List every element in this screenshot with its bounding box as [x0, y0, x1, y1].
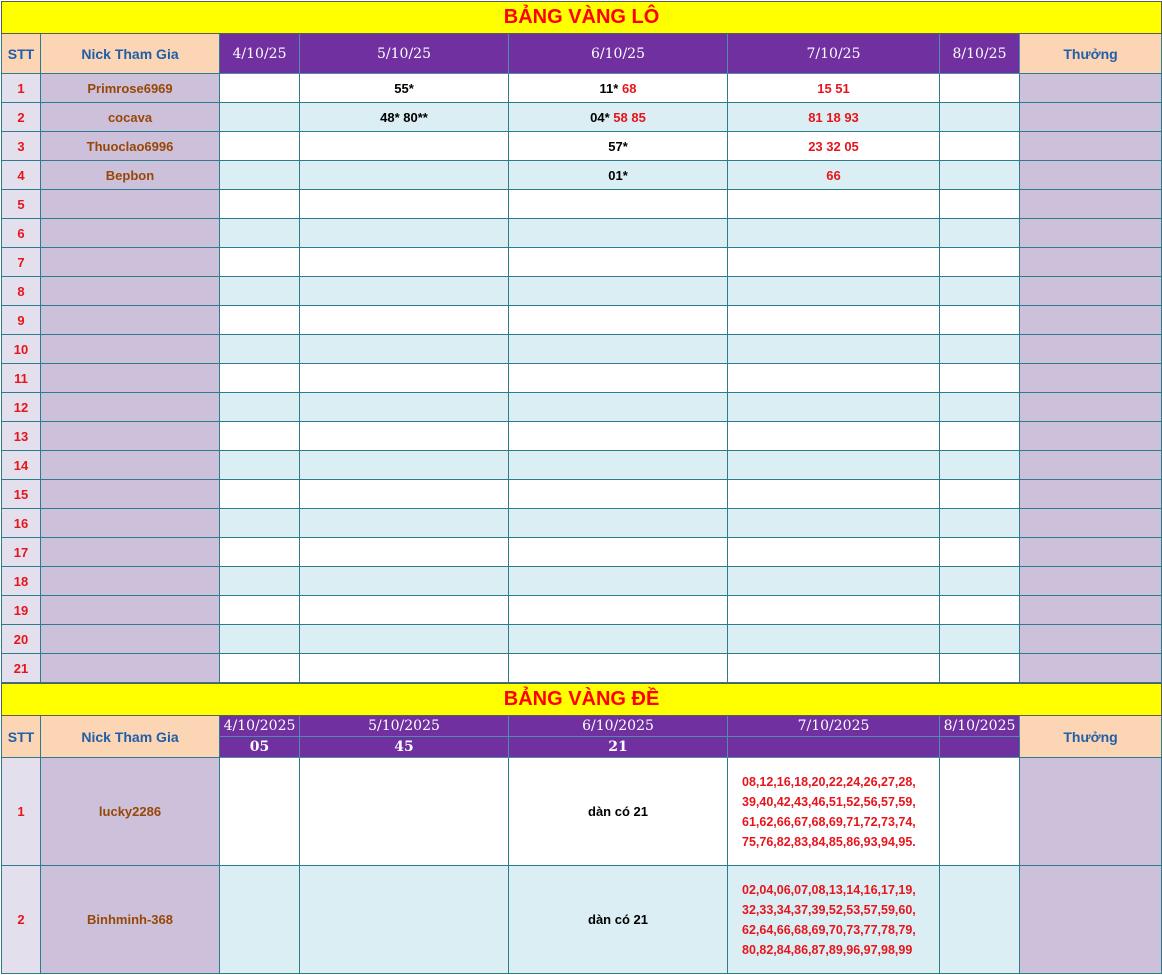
lo-number: 01* — [608, 167, 628, 183]
lo-cell — [509, 451, 728, 480]
row-nick — [41, 451, 220, 480]
dan-line: 02,04,06,07,08,13,14,16,17,19, — [742, 882, 916, 897]
lo-cell — [220, 103, 300, 132]
lo-number: 68 — [621, 80, 637, 96]
lo-cell — [728, 451, 940, 480]
dan-line: 08,12,16,18,20,22,24,26,27,28, — [742, 774, 916, 789]
row-nick — [41, 538, 220, 567]
lo-cell — [728, 393, 940, 422]
row-nick: Thuoclao6996 — [41, 132, 220, 161]
row-thuong — [1020, 422, 1162, 451]
row-stt: 17 — [2, 538, 41, 567]
de-header-stt: STT — [2, 716, 41, 758]
row-nick — [41, 567, 220, 596]
de-result — [728, 737, 940, 758]
lo-cell — [940, 451, 1020, 480]
lo-cell — [300, 393, 509, 422]
row-thuong — [1020, 625, 1162, 654]
row-thuong — [1020, 654, 1162, 683]
row-stt: 13 — [2, 422, 41, 451]
lo-cell — [940, 190, 1020, 219]
lo-cell — [220, 422, 300, 451]
row-nick — [41, 248, 220, 277]
lo-cell — [300, 74, 509, 103]
lo-header-stt: STT — [2, 34, 41, 74]
lo-cell — [220, 625, 300, 654]
lo-cell — [728, 654, 940, 683]
table-row — [2, 480, 1162, 509]
lo-cell — [300, 480, 509, 509]
lo-cell — [220, 596, 300, 625]
lo-cell — [300, 422, 509, 451]
de-rows — [2, 758, 1162, 974]
row-stt: 4 — [2, 161, 41, 190]
table-row — [2, 654, 1162, 683]
row-stt: 14 — [2, 451, 41, 480]
table-row — [2, 132, 1162, 161]
row-thuong — [1020, 596, 1162, 625]
lo-number: 55* — [394, 80, 414, 96]
row-stt: 20 — [2, 625, 41, 654]
lo-cell — [509, 509, 728, 538]
lo-cell — [509, 248, 728, 277]
row-thuong — [1020, 364, 1162, 393]
de-cell — [300, 758, 509, 866]
lo-cell — [300, 190, 509, 219]
lo-cell — [300, 567, 509, 596]
lo-cell — [728, 625, 940, 654]
lo-cell — [300, 509, 509, 538]
row-stt: 1 — [2, 74, 41, 103]
lo-cell — [300, 538, 509, 567]
de-header-date: 5/10/2025 — [300, 716, 509, 737]
lo-cell — [509, 654, 728, 683]
de-result: 45 — [300, 737, 509, 758]
lo-cell — [940, 335, 1020, 364]
table-row — [2, 190, 1162, 219]
de-cell — [940, 866, 1020, 974]
lo-cell — [220, 364, 300, 393]
row-thuong — [1020, 335, 1162, 364]
table-row — [2, 393, 1162, 422]
row-nick: cocava — [41, 103, 220, 132]
lo-cell — [728, 335, 940, 364]
lo-cell — [300, 364, 509, 393]
lo-header-date: 7/10/25 — [728, 34, 940, 74]
de-header-date: 4/10/2025 — [220, 716, 300, 737]
lo-cell — [300, 219, 509, 248]
row-stt: 10 — [2, 335, 41, 364]
de-header-thuong: Thưởng — [1020, 716, 1162, 758]
row-nick: Binhminh-368 — [41, 866, 220, 974]
lo-number: 23 32 05 — [808, 138, 859, 154]
row-nick — [41, 393, 220, 422]
row-nick — [41, 654, 220, 683]
lo-cell — [940, 74, 1020, 103]
row-nick: lucky2286 — [41, 758, 220, 866]
lo-cell — [940, 654, 1020, 683]
row-nick — [41, 625, 220, 654]
de-result — [940, 737, 1020, 758]
lo-cell — [300, 625, 509, 654]
de-cell — [300, 866, 509, 974]
lo-cell — [940, 364, 1020, 393]
lo-number: 15 51 — [817, 80, 850, 96]
lo-cell — [728, 567, 940, 596]
table-row — [2, 74, 1162, 103]
lo-cell — [220, 277, 300, 306]
lo-cell — [509, 625, 728, 654]
row-thuong — [1020, 161, 1162, 190]
lo-cell — [728, 422, 940, 451]
table-row — [2, 625, 1162, 654]
lo-number: 58 85 — [613, 109, 646, 125]
lo-cell — [509, 480, 728, 509]
lo-cell — [728, 219, 940, 248]
de-cell — [220, 866, 300, 974]
de-dan-cell — [728, 758, 940, 866]
table-row — [2, 538, 1162, 567]
lo-header-date: 6/10/25 — [509, 34, 728, 74]
lo-cell — [509, 364, 728, 393]
row-stt: 5 — [2, 190, 41, 219]
lo-cell — [940, 248, 1020, 277]
lo-cell — [220, 161, 300, 190]
lo-header-date: 4/10/25 — [220, 34, 300, 74]
lo-title: BẢNG VÀNG LÔ — [2, 2, 1162, 34]
de-cell: dàn có 21 — [509, 758, 728, 866]
row-thuong — [1020, 103, 1162, 132]
lo-cell — [300, 248, 509, 277]
row-stt: 18 — [2, 567, 41, 596]
lo-cell — [509, 306, 728, 335]
lo-cell — [940, 161, 1020, 190]
row-nick — [41, 306, 220, 335]
lo-cell — [728, 480, 940, 509]
row-thuong — [1020, 74, 1162, 103]
lo-cell — [220, 393, 300, 422]
row-stt: 21 — [2, 654, 41, 683]
de-header-date: 8/10/2025 — [940, 716, 1020, 737]
lo-cell — [300, 277, 509, 306]
row-nick — [41, 277, 220, 306]
row-nick — [41, 480, 220, 509]
row-stt: 11 — [2, 364, 41, 393]
lo-number: 57* — [608, 138, 628, 154]
table-row — [2, 161, 1162, 190]
lo-cell — [509, 132, 728, 161]
lo-cell — [728, 161, 940, 190]
lo-cell — [300, 335, 509, 364]
lo-cell — [728, 277, 940, 306]
lo-cell — [509, 219, 728, 248]
table-row — [2, 509, 1162, 538]
lo-cell — [940, 480, 1020, 509]
lo-cell — [300, 103, 509, 132]
lo-cell — [940, 219, 1020, 248]
lo-cell — [220, 509, 300, 538]
lo-cell — [509, 538, 728, 567]
lo-cell — [728, 74, 940, 103]
lo-cell — [220, 451, 300, 480]
lo-cell — [300, 306, 509, 335]
lo-cell — [728, 190, 940, 219]
lo-cell — [728, 103, 940, 132]
lo-cell — [509, 103, 728, 132]
de-result: 05 — [220, 737, 300, 758]
lo-cell — [300, 451, 509, 480]
row-stt: 12 — [2, 393, 41, 422]
lo-cell — [940, 596, 1020, 625]
lo-cell — [728, 132, 940, 161]
dan-line: 75,76,82,83,84,85,86,93,94,95. — [742, 834, 916, 849]
de-cell — [940, 758, 1020, 866]
lo-cell — [509, 335, 728, 364]
lo-cell — [220, 190, 300, 219]
dan-line: 61,62,66,67,68,69,71,72,73,74, — [742, 814, 916, 829]
row-thuong — [1020, 306, 1162, 335]
lo-cell — [220, 306, 300, 335]
row-thuong — [1020, 393, 1162, 422]
lo-cell — [940, 625, 1020, 654]
row-nick — [41, 335, 220, 364]
lo-cell — [220, 132, 300, 161]
lo-cell — [728, 306, 940, 335]
row-stt: 16 — [2, 509, 41, 538]
row-nick — [41, 364, 220, 393]
de-cell — [220, 758, 300, 866]
lo-cell — [940, 509, 1020, 538]
row-thuong — [1020, 190, 1162, 219]
table-row — [2, 277, 1162, 306]
lo-table — [1, 1, 1162, 683]
de-table — [1, 683, 1162, 974]
lo-cell — [220, 480, 300, 509]
lo-cell — [220, 335, 300, 364]
lo-cell — [300, 132, 509, 161]
dan-line: 39,40,42,43,46,51,52,56,57,59, — [742, 794, 916, 809]
row-nick — [41, 509, 220, 538]
row-stt: 2 — [2, 103, 41, 132]
lo-cell — [728, 509, 940, 538]
lo-cell — [940, 567, 1020, 596]
table-row — [2, 335, 1162, 364]
lo-cell — [220, 538, 300, 567]
lo-cell — [509, 393, 728, 422]
row-nick — [41, 219, 220, 248]
table-row — [2, 364, 1162, 393]
dan-line: 62,64,66,68,69,70,73,77,78,79, — [742, 922, 916, 937]
row-stt: 7 — [2, 248, 41, 277]
row-thuong — [1020, 451, 1162, 480]
lo-cell — [300, 596, 509, 625]
lo-number: 11* — [599, 80, 619, 96]
table-row — [2, 306, 1162, 335]
table-row — [2, 103, 1162, 132]
table-row — [2, 567, 1162, 596]
de-dan-cell — [728, 866, 940, 974]
table-row — [2, 451, 1162, 480]
lo-cell — [509, 567, 728, 596]
row-thuong — [1020, 277, 1162, 306]
lo-cell — [940, 306, 1020, 335]
row-stt: 9 — [2, 306, 41, 335]
table-row — [2, 422, 1162, 451]
row-stt: 15 — [2, 480, 41, 509]
lo-cell — [940, 422, 1020, 451]
lo-header-thuong: Thưởng — [1020, 34, 1162, 74]
table-row — [2, 248, 1162, 277]
row-thuong — [1020, 132, 1162, 161]
row-stt: 2 — [2, 866, 41, 974]
lo-number: 81 18 93 — [808, 109, 859, 125]
row-nick — [41, 422, 220, 451]
de-title: BẢNG VÀNG ĐỀ — [2, 684, 1162, 716]
lo-number: 04* — [590, 109, 610, 125]
de-header-date: 6/10/2025 — [509, 716, 728, 737]
de-result: 21 — [509, 737, 728, 758]
lo-cell — [728, 538, 940, 567]
row-thuong — [1020, 538, 1162, 567]
row-nick — [41, 596, 220, 625]
lo-number: 66 — [826, 167, 841, 183]
row-nick: Primrose6969 — [41, 74, 220, 103]
de-cell: dàn có 21 — [509, 866, 728, 974]
table-row — [2, 866, 1162, 974]
lo-cell — [728, 596, 940, 625]
lo-header-date: 8/10/25 — [940, 34, 1020, 74]
dan-line: 32,33,34,37,39,52,53,57,59,60, — [742, 902, 916, 917]
lo-cell — [940, 132, 1020, 161]
de-header-nick: Nick Tham Gia — [41, 716, 220, 758]
table-row — [2, 596, 1162, 625]
lo-cell — [220, 248, 300, 277]
lo-cell — [940, 393, 1020, 422]
de-header-date: 7/10/2025 — [728, 716, 940, 737]
table-row — [2, 758, 1162, 866]
lo-cell — [509, 74, 728, 103]
row-thuong — [1020, 758, 1162, 866]
row-thuong — [1020, 248, 1162, 277]
lo-cell — [509, 161, 728, 190]
table-row — [2, 219, 1162, 248]
lo-header-date: 5/10/25 — [300, 34, 509, 74]
row-thuong — [1020, 866, 1162, 974]
lo-number: 48* 80** — [380, 109, 428, 125]
row-stt: 1 — [2, 758, 41, 866]
row-nick — [41, 190, 220, 219]
row-thuong — [1020, 219, 1162, 248]
lo-cell — [728, 364, 940, 393]
row-nick: Bepbon — [41, 161, 220, 190]
lo-cell — [509, 277, 728, 306]
lo-header-nick: Nick Tham Gia — [41, 34, 220, 74]
row-thuong — [1020, 480, 1162, 509]
lo-cell — [940, 103, 1020, 132]
lo-cell — [940, 277, 1020, 306]
lo-cell — [220, 219, 300, 248]
lo-rows — [2, 74, 1162, 683]
lo-cell — [940, 538, 1020, 567]
row-stt: 3 — [2, 132, 41, 161]
lo-cell — [220, 74, 300, 103]
row-stt: 8 — [2, 277, 41, 306]
lo-cell — [509, 596, 728, 625]
lo-cell — [300, 161, 509, 190]
dan-line: 80,82,84,86,87,89,96,97,98,99 — [742, 942, 913, 957]
lo-cell — [220, 654, 300, 683]
row-stt: 19 — [2, 596, 41, 625]
row-stt: 6 — [2, 219, 41, 248]
lo-cell — [509, 190, 728, 219]
lo-cell — [220, 567, 300, 596]
lo-cell — [300, 654, 509, 683]
lo-cell — [509, 422, 728, 451]
row-thuong — [1020, 567, 1162, 596]
row-thuong — [1020, 509, 1162, 538]
lo-cell — [728, 248, 940, 277]
